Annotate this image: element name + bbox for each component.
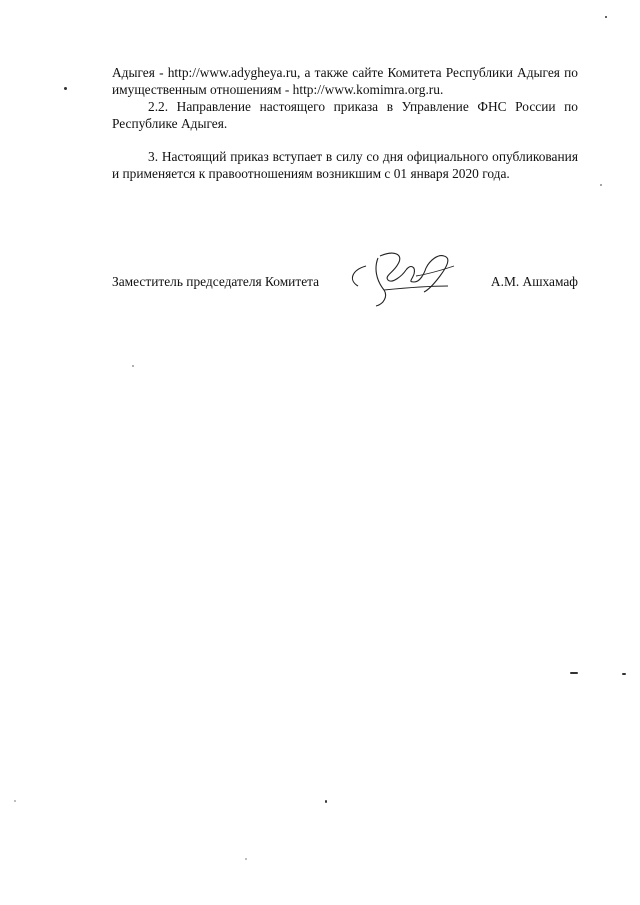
handwritten-signature <box>344 246 468 310</box>
paragraph-2-2: 2.2. Направление настоящего приказа в Управление ФНС России по Республике Адыгея. <box>112 99 578 131</box>
scan-speck <box>64 87 67 90</box>
signatory-title: Заместитель председателя Комитета <box>112 274 320 289</box>
scan-speck <box>600 184 602 186</box>
paragraph-3: 3. Настоящий приказ вступает в силу со дня официального опубликования и применяется к правоотношениям возникшим с 01 января 2020 года. <box>112 149 578 181</box>
signatory-name: А.М. Ашхамаф <box>490 274 578 289</box>
document-body <box>112 64 578 182</box>
scan-speck <box>325 800 327 803</box>
scan-speck <box>14 800 16 802</box>
paragraph-continuation: Адыгея - http://www.adygheya.ru, а также сайте Комитета Республики Адыгея по имущественным отношениям - http://www.komimra.org.ru. <box>112 65 578 97</box>
scan-speck <box>605 16 607 18</box>
scan-speck <box>245 858 247 860</box>
scan-speck <box>622 673 626 675</box>
scan-speck <box>570 672 578 674</box>
scan-speck <box>132 365 134 367</box>
paragraph-spacer <box>112 132 578 148</box>
